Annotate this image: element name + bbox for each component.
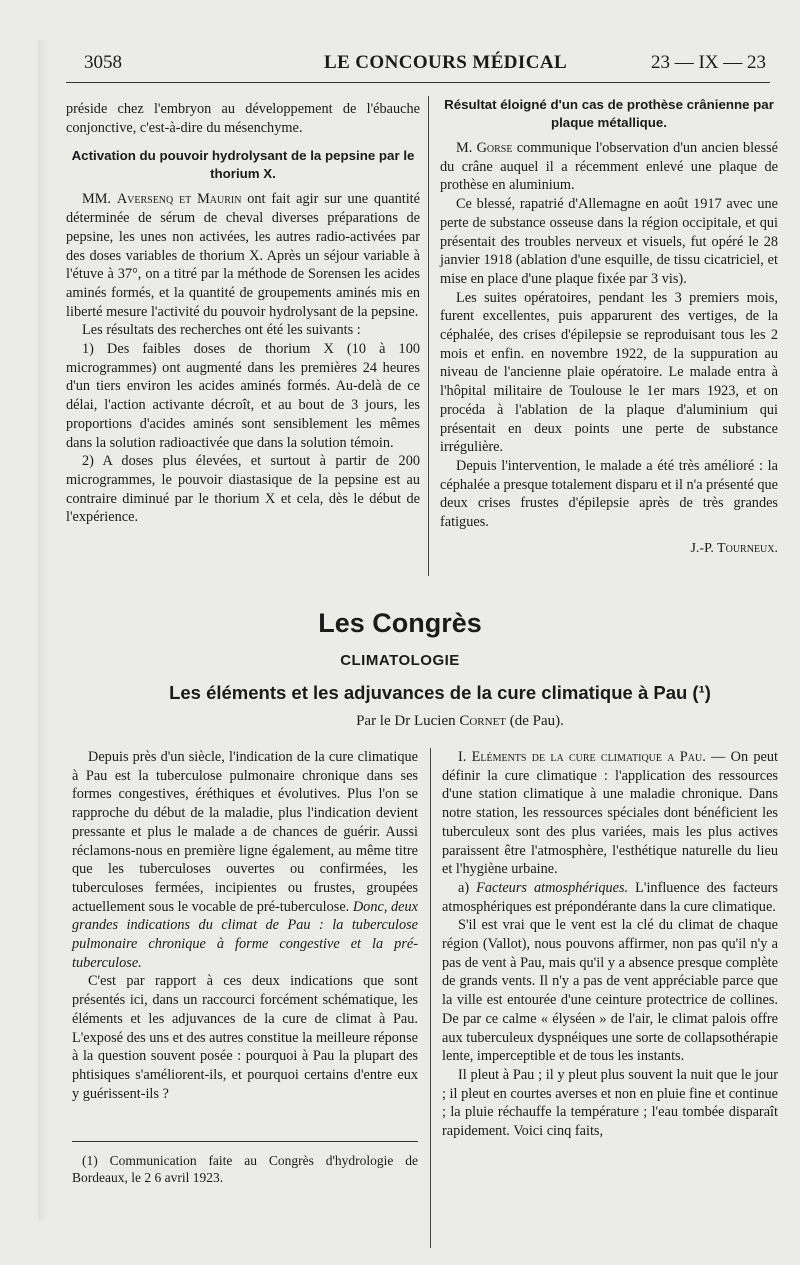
article-author <box>60 713 800 730</box>
pepsine-paragraph-4: 2) A doses plus élevées, et surtout à partir de 200 microgrammes, le pouvoir diastasique de la pepsine est au contraire diminué par le thorium X et cela, dès le début de l'expérience. <box>66 453 420 526</box>
author-name: Cornet <box>459 713 507 729</box>
prothese-heading: Résultat éloigné d'un cas de prothèse crânienne par plaque métallique. <box>444 97 774 130</box>
column-divider-bottom <box>430 748 431 1248</box>
p1-body: — On peut définir la cure climatique : l'application des ressources d'une station climatique à une maladie chronique. Dans notre station, les ressources spéciales dont bénéficient les tuberculeux sont des plus variées, mais les plus actives paraissent être l'atmosphère, l'esthétique naturelle du lieu et l'hygiène urbaine. <box>442 749 778 878</box>
p2-prefix: a) <box>458 879 477 896</box>
journal-title: LE CONCOURS MÉDICAL <box>324 52 568 73</box>
p2-italic: Facteurs atmosphériques. <box>476 879 629 896</box>
signature: J.-P. Tourneux. <box>690 540 778 556</box>
p1-body: ont fait agir sur une quantité déterminée de sérum de cheval diverses préparations de pepsine, les unes non activées, les autres radio-activées par des doses variables de thorium X. Après un séjour variable à l'étuve à 37°, on a titré par la méthode de Sorensen les acides aminés formés, et la quantité de groupements aminés mis en liberté mesure l'activité du pouvoir hydrolysant de la pepsine. <box>66 191 420 320</box>
prothese-paragraph-1 <box>440 139 778 195</box>
prothese-paragraph-3: Les suites opératoires, pendant les 3 premiers mois, furent excellentes, puis apparurent des vertiges, de la céphalée, des crises d'épilepsie se reproduisant tous les 2 mois et enfin. en novembre 1922, de la suppuration au niveau de l'ancienne plaie opératoire. Le malade entra à l'hôpital militaire de Toulouse le 1er mars 1923, et on procéda à l'ablation de la plaque d'aluminium qui présentait en deux points une perte de substance irrégulière. <box>440 289 778 456</box>
pepsine-heading: Activation du pouvoir hydrolysant de la pepsine par le thorium X. <box>71 148 415 181</box>
pepsine-paragraph-3: 1) Des faibles doses de thorium X (10 à 100 microgrammes) ont augmenté dans les premières 24 heures d'un tiers environ les acides aminés formés. Au-delà de ce délai, l'action activante décroît, et au bout de 3 jours, les proportions d'acides aminés sont sensiblement les mêmes dans la solution radioactivée que dans la solution témoin. <box>66 341 420 451</box>
p1-prefix: M. <box>456 140 477 156</box>
prothese-paragraph-4: Depuis l'intervention, le malade a été très amélioré : la céphalée a presque totalement disparu et il n'a présenté que deux crises frustes d'épilepsie après de très grandes fatigues. <box>440 457 779 531</box>
column-divider-top <box>428 96 429 576</box>
right-top-column <box>440 96 778 558</box>
pepsine-paragraph-2: Les résultats des recherches ont été les suivants : <box>82 322 361 339</box>
author-name: Gorse <box>476 140 513 156</box>
elements-paragraph-4: Il pleut à Pau ; il y pleut plus souvent la nuit que le jour ; il pleut en courtes averses et non en pluie fine et continue ; la pluie réchauffe la température ; l'eau tombée disparaît rapidement. Voici cinq faits, <box>442 1066 778 1140</box>
left-top-column <box>66 100 420 527</box>
author-suffix: (de Pau). <box>506 713 564 729</box>
elements-paragraph-3: S'il est vrai que le vent est la clé du climat de chaque région (Vallot), nous pouvons affirmer, non pas qu'il n'y a pas de vent à Pau, mais qu'il y a absence presque complète de grands vents. Il n'y a pas de vent appréciable parce que la ville est entourée d'une ceinture protectrice de collines. De par ce calme « élyséen » de l'air, le climat palois offre aux tuberculeux dyspnéiques une sorte de collapsothérapie lente, imperceptible et de tous les instants. <box>442 917 778 1065</box>
subsection-heading: I. Eléments de la cure climatique a Pau. <box>458 749 706 765</box>
prothese-paragraph-2: Ce blessé, rapatrié d'Allemagne en août 1917 avec une perte de substance osseuse dans la région occipitale, et qui présentait des troubles nerveux et visuels, fut opéré le 28 janvier 1918 (ablation d'une esquille, de tissu cicatriciel, et mise en place d'une plaque fixée par 3 vis). <box>440 196 778 287</box>
left-bottom-column <box>72 748 418 1103</box>
page-number: 3058 <box>84 52 122 73</box>
section-title: Les Congrès <box>318 608 482 638</box>
cure-paragraph-2: C'est par rapport à ces deux indications que sont présentés ici, dans un raccourci forcément schématique, les éléments et les adjuvances de la cure de climat à Pau. L'exposé des uns et des autres constitue la meilleure réponse à la question souvent posée : pourquoi à Pau la plupart des phtisiques s'améliorent-ils, et pourquoi certains d'entre eux y guérissent-ils ? <box>72 973 418 1102</box>
section-rubric: CLIMATOLOGIE <box>340 652 460 669</box>
p1-body: communique l'observation d'un ancien blessé du crâne auquel il a récemment enlevé une plaque de prothèse en aluminium. <box>440 140 778 194</box>
p2-body: L'influence des facteurs atmosphériques est prépondérante dans la cure climatique. <box>442 879 778 915</box>
author-prefix: Par le Dr Lucien <box>356 713 460 729</box>
continuation-paragraph: préside chez l'embryon au développement de l'ébauche conjonctive, c'est-à-dire du mésenchyme. <box>66 101 420 136</box>
article-title: Les éléments et les adjuvances de la cure climatique à Pau (¹) <box>169 682 711 703</box>
right-bottom-column <box>442 748 778 1141</box>
elements-paragraph-1 <box>442 748 778 879</box>
pepsine-paragraph-1 <box>66 190 420 321</box>
p1-italic: Donc, deux grandes indications du climat de Pau : la tuberculose pulmonaire chronique à forme congestive et la pré-tuberculose. <box>72 898 418 971</box>
p1-prefix: MM. <box>82 191 117 208</box>
running-header <box>84 52 766 78</box>
footnote <box>72 1152 418 1186</box>
issue-date: 23 — IX — 23 <box>650 52 766 73</box>
p1-body: Depuis près d'un siècle, l'indication de la cure climatique à Pau est la tuberculose pulmonaire chronique dans ses formes congestives, éréthiques et évolutives. Plus l'on se rapproche du début de la maladie, plus l'indication devient pressante et plus le malade a de chances de guérir. Aussi réclamons-nous en première ligne également, au même titre que les tuberculoses ouvertes ou confirmées, les tuberculoses fermées, incipientes ou frustes, groupées actuellement sous le vocable de pré-tuberculose. <box>72 749 418 915</box>
footnote-rule <box>72 1141 418 1142</box>
elements-paragraph-2 <box>442 879 778 916</box>
footnote-text: (1) Communication faite au Congrès d'hydrologie de Bordeaux, le 2 6 avril 1923. <box>72 1153 418 1185</box>
header-rule <box>66 82 770 83</box>
authors-names: Aversenq et Maurin <box>116 191 242 208</box>
cure-paragraph-1 <box>72 748 418 972</box>
